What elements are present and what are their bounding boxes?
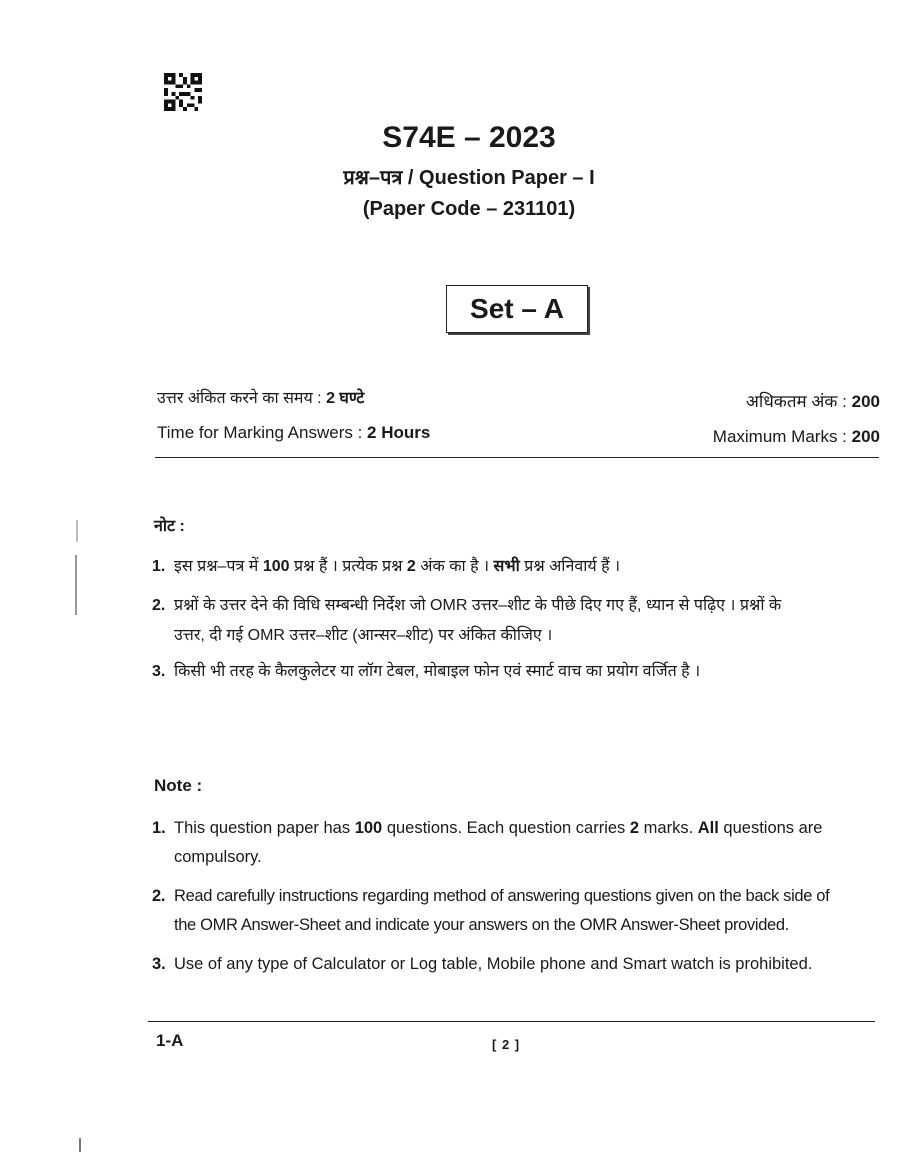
item-number: 1. (152, 819, 166, 837)
item-text-line2: compulsory. (174, 848, 262, 866)
item-number: 3. (152, 955, 166, 973)
item-text: Use of any type of Calculator or Log table, Mobile phone and Smart watch is prohibited. (174, 955, 813, 973)
item-text-line1: प्रश्नों के उत्तर देने की विधि सम्बन्धी निर्देश जो OMR उत्तर–शीट के पीछे दिए गए हैं, ध्यान से पढ़िए । प्रश्नों के (174, 597, 782, 614)
time-hindi-label: उत्तर अंकित करने का समय : (157, 390, 327, 407)
item-text-line1: Read carefully instructions regarding method of answering questions given on the back side of (174, 887, 830, 905)
max-marks-english (713, 427, 880, 447)
paper-code: (Paper Code – 231101) (362, 198, 576, 220)
item-number: 2. (152, 597, 166, 614)
item-number: 2. (152, 887, 166, 905)
scan-mark (79, 1138, 81, 1152)
max-marks-english-label: Maximum Marks : (712, 427, 852, 446)
note-hindi-item-1: 1. इस प्रश्न–पत्र में 100 प्रश्न हैं । प्रत्येक प्रश्न 2 अंक का है । सभी प्रश्न अनिवार्य हैं । (152, 552, 880, 581)
note-english-heading: Note : (154, 776, 203, 795)
time-hindi-value: 2 घण्टे (326, 390, 365, 407)
note-hindi-item-2 (152, 591, 880, 651)
note-hindi-item-3 (152, 657, 880, 686)
time-english-value: 2 Hours (367, 423, 431, 442)
time-english-label: Time for Marking Answers : (157, 423, 368, 442)
note-hindi-heading: नोट : (154, 518, 185, 535)
max-marks-hindi-value: 200 (851, 392, 880, 411)
max-marks-hindi-label: अधिकतम अंक : (745, 392, 852, 411)
set-code: 1-A (156, 1031, 184, 1050)
scan-mark (75, 555, 77, 615)
header-divider (155, 457, 879, 458)
exam-code: S74E – 2023 (382, 121, 556, 154)
max-marks-hindi (746, 389, 880, 412)
time-english (157, 423, 430, 443)
note-english-item-2 (152, 882, 880, 940)
item-text: किसी भी तरह के कैलकुलेटर या लॉग टेबल, मोबाइल फोन एवं स्मार्ट वाच का प्रयोग वर्जित है । (174, 663, 701, 680)
item-text-line2: उत्तर, दी गई OMR उत्तर–शीट (आन्सर–शीट) पर अंकित कीजिए । (174, 627, 553, 644)
scan-mark (76, 520, 78, 542)
time-hindi (157, 386, 364, 408)
set-label-box (446, 285, 588, 333)
qr-code-icon (163, 73, 203, 111)
item-text-line2: the OMR Answer-Sheet and indicate your answers on the OMR Answer-Sheet provided. (174, 916, 789, 934)
max-marks-english-value: 200 (851, 427, 880, 446)
item-number: 3. (152, 663, 166, 680)
note-english-item-1: 1. This question paper has 100 questions. Each question carries 2 marks. All questions are compulsory. (152, 814, 880, 872)
set-label: Set – A (470, 293, 564, 324)
item-number: 1. (152, 558, 166, 575)
paper-title: प्रश्न–पत्र / Question Paper – I (343, 167, 595, 189)
page-number: [ 2 ] (492, 1037, 521, 1052)
note-english-item-3 (152, 950, 880, 979)
footer-divider (148, 1021, 875, 1022)
